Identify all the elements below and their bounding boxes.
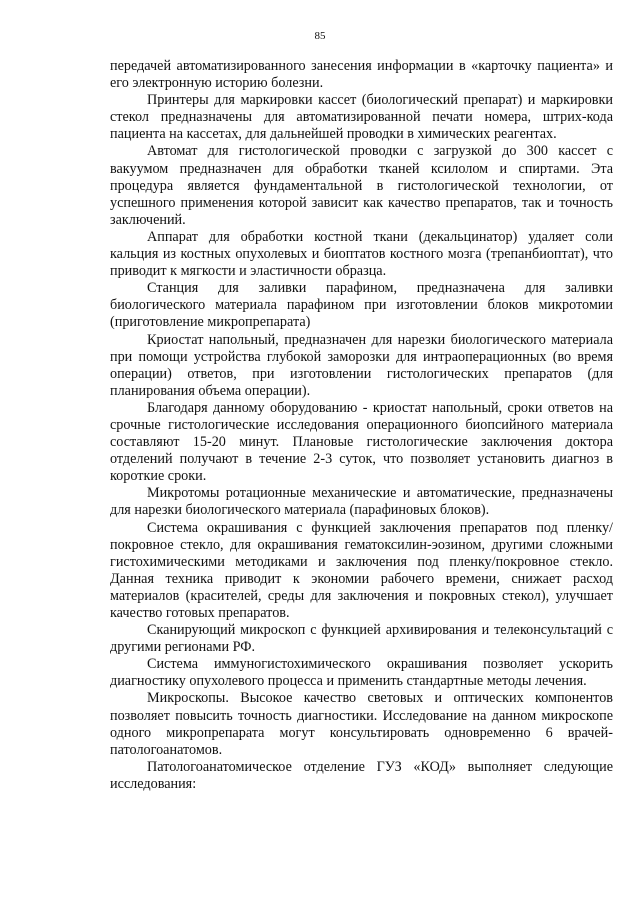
paragraph-microtomes: Микротомы ротационные механические и автоматические, предназначены для нарезки биологического материала (парафиновых блоков).	[110, 485, 613, 519]
paragraph-ihc-system: Система иммуногистохимического окрашивания позволяет ускорить диагностику опухолевого процесса и применить стандартные методы лечения.	[110, 656, 613, 690]
page-number: 85	[314, 30, 326, 42]
paragraph-tissue-processor: Автомат для гистологической проводки с загрузкой до 300 кассет с вакуумом предназначен для обработки тканей ксилолом и спиртами. Эта процедура является фундаментальной в гистологической технологии, от успешного применения которой зависит как качество препаратов, так и точность заключений.	[110, 143, 613, 228]
paragraph-microscopes: Микроскопы. Высокое качество световых и оптических компонентов позволяет повысить точность диагностики. Исследование на данном микроскопе одного микропрепарата могут консультировать одновременно 6 врачей-патологоанатомов.	[110, 690, 613, 758]
body-text	[110, 58, 613, 793]
paragraph-cryostat: Криостат напольный, предназначен для нарезки биологического материала при помощи устройства глубокой заморозки для интраоперационных (во время операции) ответов, при изготовлении гистологических препаратов (для планирования объема операции).	[110, 331, 613, 399]
paragraph-scanning-microscope: Сканирующий микроскоп с функцией архивирования и телеконсультаций с другими регионами РФ.	[110, 622, 613, 656]
paragraph-decalcifier: Аппарат для обработки костной ткани (декальцинатор) удаляет соли кальция из костных опухолевых и биоптатов костного мозга (трепанбиоптат), что приводит к мягкости и эластичности образца.	[110, 228, 613, 280]
paragraph-cryostat-benefits: Благодаря данному оборудованию - криостат напольный, сроки ответов на срочные гистологические исследования операционного биопсийного материала составляют 15-20 минут. Плановые гистологические заключения доктора отделений получают в течение 2-3 суток, что позволяет установить диагноз в короткие сроки.	[110, 399, 613, 485]
paragraph-printers: Принтеры для маркировки кассет (биологический препарат) и маркировки стекол предназначены для автоматизированной печати номера, штрих-кода пациента на кассетах, для дальнейшей проводки в химических реагентах.	[110, 92, 613, 143]
paragraph-embedding-station: Станция для заливки парафином, предназначена для заливки биологического материала парафином при изготовлении блоков микротомии (приготовление микропрепарата)	[110, 280, 613, 331]
paragraph-continuation: передачей автоматизированного занесения информации в «карточку пациента» и его электронную историю болезни.	[110, 58, 613, 92]
paragraph-department-studies: Патологоанатомическое отделение ГУЗ «КОД» выполняет следующие исследования:	[110, 758, 613, 792]
paragraph-staining-system: Система окрашивания с функцией заключения препаратов под пленку/покровное стекло, для окрашивания гематоксилин-эозином, другими сложными гистохимическими методиками и заключения под пленку/покровное стекло. Данная техника приводит к экономии рабочего времени, снижает расход материалов (красителей, среды для заключения и покровных стекол), улучшает качество готовых препаратов.	[110, 519, 613, 621]
